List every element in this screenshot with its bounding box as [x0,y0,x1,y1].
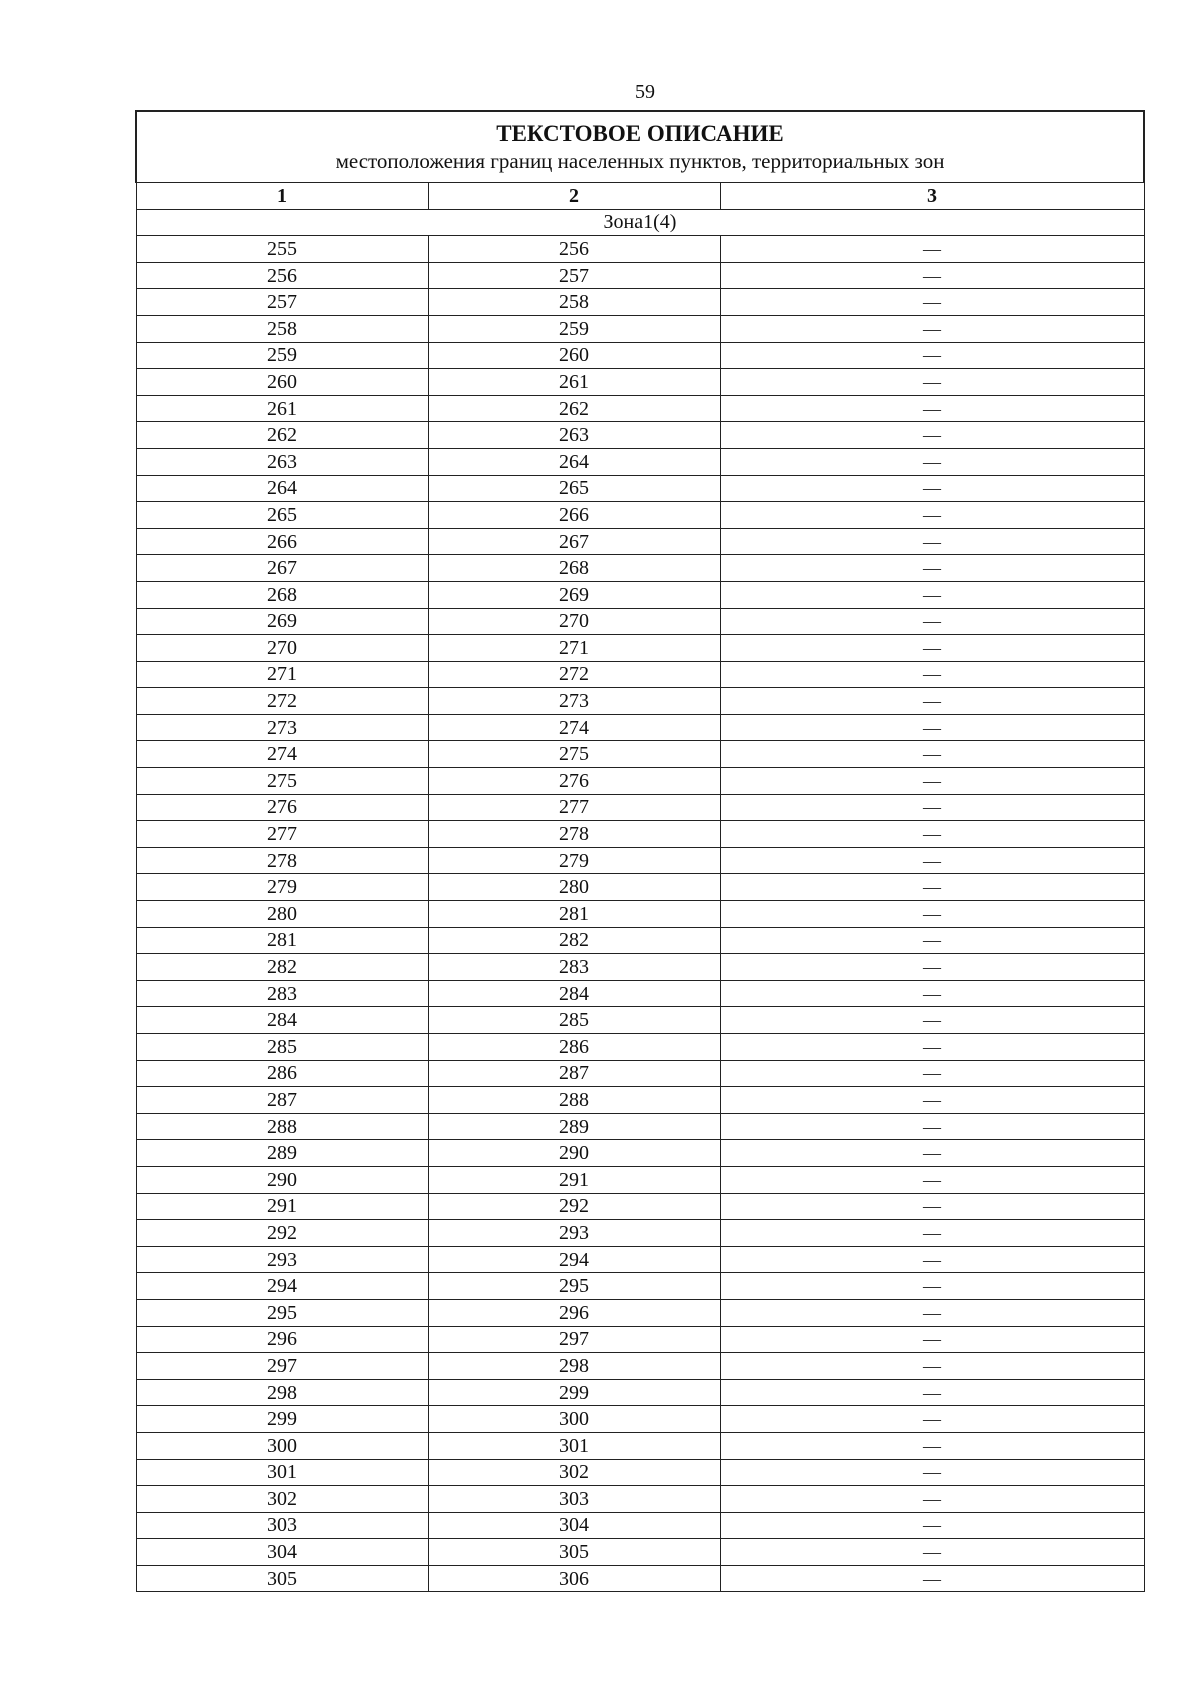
table-row [136,874,1144,901]
point-from-cell: 293 [136,1246,428,1273]
table-row [136,502,1144,529]
description-cell: — [720,289,1144,316]
point-from-cell: 267 [136,555,428,582]
point-from-cell: 285 [136,1034,428,1061]
point-from-cell: 270 [136,635,428,662]
table-row [136,661,1144,688]
point-to-cell: 271 [428,635,720,662]
point-to-cell: 288 [428,1087,720,1114]
point-from-cell: 297 [136,1353,428,1380]
point-from-cell: 266 [136,528,428,555]
table-row [136,448,1144,475]
table-row [136,608,1144,635]
point-to-cell: 291 [428,1166,720,1193]
description-cell: — [720,236,1144,263]
point-to-cell: 276 [428,768,720,795]
table-row [136,581,1144,608]
point-from-cell: 294 [136,1273,428,1300]
point-from-cell: 262 [136,422,428,449]
point-to-cell: 270 [428,608,720,635]
table-row [136,475,1144,502]
description-cell: — [720,901,1144,928]
description-cell: — [720,1379,1144,1406]
title-row [136,111,1144,183]
description-cell: — [720,714,1144,741]
point-from-cell: 289 [136,1140,428,1167]
point-to-cell: 269 [428,581,720,608]
table-row [136,1246,1144,1273]
description-cell: — [720,741,1144,768]
point-from-cell: 257 [136,289,428,316]
point-from-cell: 261 [136,395,428,422]
table-row [136,262,1144,289]
description-cell: — [720,502,1144,529]
table-row [136,1565,1144,1592]
description-cell: — [720,581,1144,608]
description-cell: — [720,1087,1144,1114]
description-cell: — [720,1486,1144,1513]
table-row [136,1060,1144,1087]
table-row [136,528,1144,555]
point-to-cell: 265 [428,475,720,502]
point-from-cell: 277 [136,821,428,848]
table-row [136,1539,1144,1566]
point-to-cell: 260 [428,342,720,369]
point-to-cell: 258 [428,289,720,316]
point-to-cell: 286 [428,1034,720,1061]
table-row [136,1379,1144,1406]
table-row [136,369,1144,396]
description-cell: — [720,475,1144,502]
table-row [136,555,1144,582]
description-cell: — [720,1459,1144,1486]
point-to-cell: 281 [428,901,720,928]
point-from-cell: 295 [136,1299,428,1326]
table-row [136,1007,1144,1034]
description-cell: — [720,1539,1144,1566]
description-cell: — [720,1512,1144,1539]
description-cell: — [720,1432,1144,1459]
table-row [136,1299,1144,1326]
description-cell: — [720,342,1144,369]
point-to-cell: 296 [428,1299,720,1326]
table-row [136,741,1144,768]
description-cell: — [720,608,1144,635]
table-row [136,1273,1144,1300]
table-row [136,1486,1144,1513]
point-to-cell: 289 [428,1113,720,1140]
table-title: ТЕКСТОВОЕ ОПИСАНИЕ [496,121,784,146]
table-row [136,714,1144,741]
point-from-cell: 260 [136,369,428,396]
description-cell: — [720,874,1144,901]
table-row [136,1087,1144,1114]
table-row [136,1193,1144,1220]
description-cell: — [720,1220,1144,1247]
point-to-cell: 275 [428,741,720,768]
point-from-cell: 281 [136,927,428,954]
point-from-cell: 264 [136,475,428,502]
point-to-cell: 264 [428,448,720,475]
point-to-cell: 284 [428,980,720,1007]
point-from-cell: 265 [136,502,428,529]
description-cell: — [720,954,1144,981]
point-from-cell: 305 [136,1565,428,1592]
point-to-cell: 306 [428,1565,720,1592]
table-row [136,847,1144,874]
point-from-cell: 286 [136,1060,428,1087]
point-from-cell: 263 [136,448,428,475]
point-to-cell: 268 [428,555,720,582]
point-to-cell: 259 [428,315,720,342]
point-to-cell: 287 [428,1060,720,1087]
table-row [136,236,1144,263]
column-header-2: 2 [428,183,720,210]
description-cell: — [720,448,1144,475]
point-from-cell: 278 [136,847,428,874]
point-from-cell: 273 [136,714,428,741]
point-from-cell: 303 [136,1512,428,1539]
point-to-cell: 304 [428,1512,720,1539]
point-from-cell: 290 [136,1166,428,1193]
table-row [136,927,1144,954]
point-to-cell: 305 [428,1539,720,1566]
page-number: 59 [635,81,655,103]
point-from-cell: 292 [136,1220,428,1247]
table-row [136,688,1144,715]
description-cell: — [720,1034,1144,1061]
column-number-row [136,183,1144,210]
point-to-cell: 285 [428,1007,720,1034]
point-to-cell: 280 [428,874,720,901]
table-row [136,821,1144,848]
description-cell: — [720,980,1144,1007]
point-from-cell: 283 [136,980,428,1007]
point-to-cell: 257 [428,262,720,289]
table-row [136,1432,1144,1459]
point-to-cell: 266 [428,502,720,529]
point-from-cell: 301 [136,1459,428,1486]
point-to-cell: 274 [428,714,720,741]
description-cell: — [720,847,1144,874]
point-from-cell: 280 [136,901,428,928]
table-row [136,1353,1144,1380]
point-to-cell: 273 [428,688,720,715]
point-from-cell: 291 [136,1193,428,1220]
description-cell: — [720,1353,1144,1380]
point-from-cell: 255 [136,236,428,263]
table-row [136,768,1144,795]
description-cell: — [720,528,1144,555]
description-cell: — [720,821,1144,848]
point-from-cell: 269 [136,608,428,635]
point-from-cell: 271 [136,661,428,688]
table-row [136,422,1144,449]
table-body [136,111,1144,1592]
description-cell: — [720,395,1144,422]
table-row [136,635,1144,662]
point-from-cell: 300 [136,1432,428,1459]
description-cell: — [720,1299,1144,1326]
point-from-cell: 279 [136,874,428,901]
point-to-cell: 300 [428,1406,720,1433]
point-to-cell: 282 [428,927,720,954]
point-to-cell: 267 [428,528,720,555]
table-row [136,1113,1144,1140]
description-cell: — [720,1565,1144,1592]
description-cell: — [720,1273,1144,1300]
point-from-cell: 256 [136,262,428,289]
description-cell: — [720,635,1144,662]
table-row [136,1406,1144,1433]
column-header-3: 3 [720,183,1144,210]
table-row [136,1220,1144,1247]
point-from-cell: 282 [136,954,428,981]
description-cell: — [720,1166,1144,1193]
point-to-cell: 299 [428,1379,720,1406]
table-row [136,342,1144,369]
point-to-cell: 272 [428,661,720,688]
point-to-cell: 278 [428,821,720,848]
point-from-cell: 296 [136,1326,428,1353]
point-to-cell: 301 [428,1432,720,1459]
table-subtitle: местоположения границ населенных пунктов, территориальных зон [335,149,945,173]
point-to-cell: 297 [428,1326,720,1353]
table-row [136,289,1144,316]
description-cell: — [720,794,1144,821]
table-row [136,1140,1144,1167]
description-cell: — [720,1326,1144,1353]
point-to-cell: 290 [428,1140,720,1167]
description-cell: — [720,661,1144,688]
point-to-cell: 261 [428,369,720,396]
point-from-cell: 299 [136,1406,428,1433]
point-from-cell: 304 [136,1539,428,1566]
zone-label: Зона1(4) [136,209,1144,236]
point-to-cell: 277 [428,794,720,821]
column-header-1: 1 [136,183,428,210]
point-from-cell: 258 [136,315,428,342]
boundary-description-table [135,110,1145,1592]
description-cell: — [720,927,1144,954]
point-to-cell: 256 [428,236,720,263]
description-cell: — [720,555,1144,582]
description-cell: — [720,369,1144,396]
point-from-cell: 284 [136,1007,428,1034]
description-cell: — [720,768,1144,795]
description-cell: — [720,1140,1144,1167]
description-cell: — [720,422,1144,449]
table-row [136,901,1144,928]
description-cell: — [720,1246,1144,1273]
table-row [136,1512,1144,1539]
table-row [136,954,1144,981]
point-from-cell: 274 [136,741,428,768]
point-from-cell: 276 [136,794,428,821]
point-from-cell: 288 [136,1113,428,1140]
point-to-cell: 302 [428,1459,720,1486]
description-cell: — [720,1193,1144,1220]
table-row [136,980,1144,1007]
point-from-cell: 268 [136,581,428,608]
point-to-cell: 262 [428,395,720,422]
description-cell: — [720,1406,1144,1433]
description-cell: — [720,688,1144,715]
point-to-cell: 292 [428,1193,720,1220]
point-from-cell: 259 [136,342,428,369]
point-to-cell: 298 [428,1353,720,1380]
table-row [136,794,1144,821]
description-cell: — [720,315,1144,342]
point-to-cell: 263 [428,422,720,449]
description-cell: — [720,1007,1144,1034]
point-to-cell: 293 [428,1220,720,1247]
point-from-cell: 302 [136,1486,428,1513]
point-to-cell: 283 [428,954,720,981]
table-row [136,315,1144,342]
table-row [136,1459,1144,1486]
table-row [136,1166,1144,1193]
point-from-cell: 275 [136,768,428,795]
point-to-cell: 294 [428,1246,720,1273]
description-cell: — [720,262,1144,289]
table-title-cell [136,111,1144,183]
point-to-cell: 303 [428,1486,720,1513]
point-to-cell: 295 [428,1273,720,1300]
description-cell: — [720,1113,1144,1140]
table-row [136,1034,1144,1061]
zone-row [136,209,1144,236]
point-from-cell: 298 [136,1379,428,1406]
point-to-cell: 279 [428,847,720,874]
point-from-cell: 287 [136,1087,428,1114]
point-from-cell: 272 [136,688,428,715]
description-cell: — [720,1060,1144,1087]
table-row [136,1326,1144,1353]
table-row [136,395,1144,422]
